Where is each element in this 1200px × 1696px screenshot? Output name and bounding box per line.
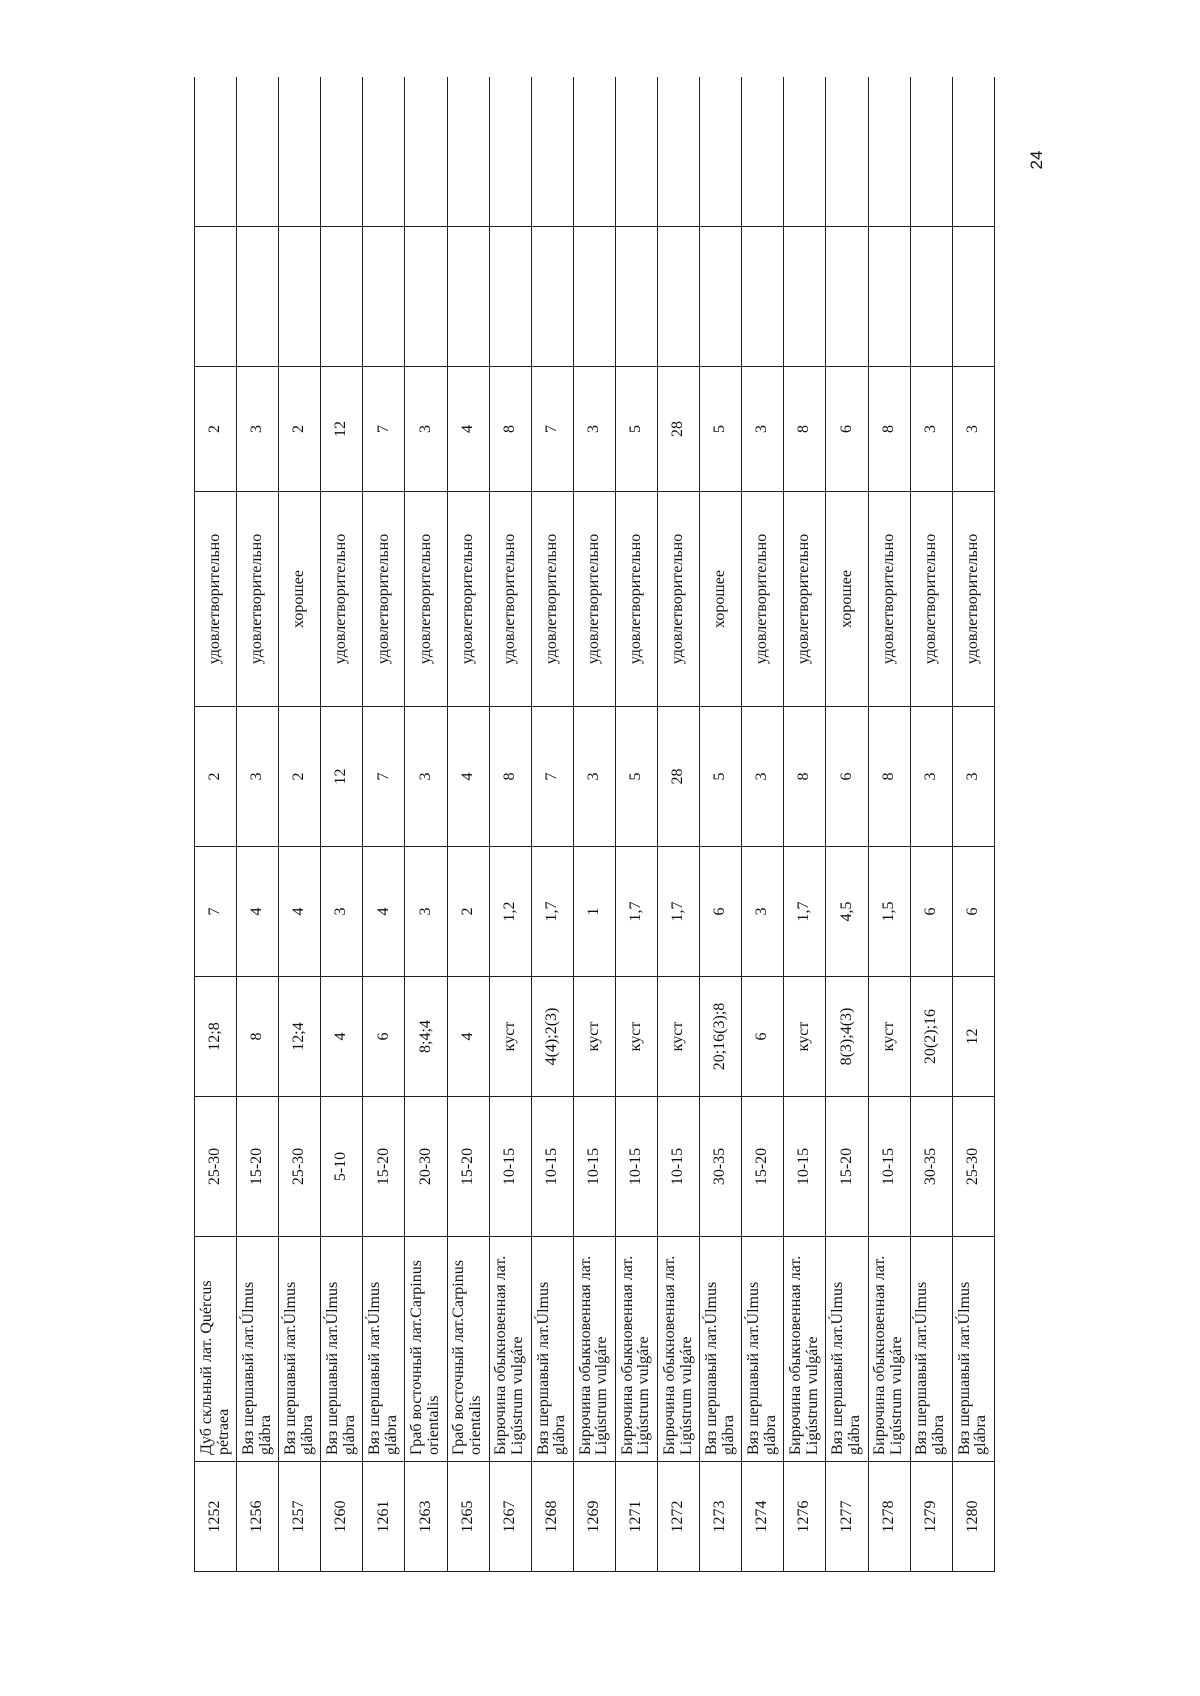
cell-count-total: 3 bbox=[237, 367, 279, 492]
cell-extra-2 bbox=[405, 77, 447, 227]
cell-extra-1 bbox=[742, 227, 784, 367]
cell-count-total: 6 bbox=[826, 367, 868, 492]
cell-extra-1 bbox=[279, 227, 321, 367]
cell-age: 15-20 bbox=[742, 1097, 784, 1237]
cell-number: 1269 bbox=[573, 1462, 615, 1572]
table-row bbox=[826, 77, 868, 1572]
cell-extra-2 bbox=[447, 77, 489, 227]
cell-age: 25-30 bbox=[195, 1097, 237, 1237]
cell-species: Бирючина обыкновенная лат. Ligústrum vulgáre bbox=[573, 1237, 615, 1462]
cell-count: 8 bbox=[868, 707, 910, 847]
cell-extra-2 bbox=[363, 77, 405, 227]
cell-height: 4 bbox=[279, 847, 321, 977]
cell-extra-1 bbox=[195, 227, 237, 367]
cell-species: Бирючина обыкновенная лат. Ligústrum vulgáre bbox=[868, 1237, 910, 1462]
cell-number: 1256 bbox=[237, 1462, 279, 1572]
cell-height: 1,7 bbox=[784, 847, 826, 977]
cell-count: 5 bbox=[615, 707, 657, 847]
cell-condition: удовлетворительно bbox=[195, 492, 237, 707]
cell-extra-1 bbox=[447, 227, 489, 367]
table-row bbox=[868, 77, 910, 1572]
cell-species: Вяз шершавый лат.Úlmus glábra bbox=[952, 1237, 994, 1462]
cell-number: 1272 bbox=[658, 1462, 700, 1572]
cell-species: Вяз шершавый лат.Úlmus glábra bbox=[279, 1237, 321, 1462]
cell-height: 3 bbox=[321, 847, 363, 977]
cell-number: 1263 bbox=[405, 1462, 447, 1572]
table-row bbox=[573, 77, 615, 1572]
table-row bbox=[742, 77, 784, 1572]
cell-species: Граб восточный лат.Carpinus orientalis bbox=[447, 1237, 489, 1462]
cell-count: 6 bbox=[826, 707, 868, 847]
cell-count-total: 8 bbox=[868, 367, 910, 492]
cell-condition: удовлетворительно bbox=[573, 492, 615, 707]
cell-extra-1 bbox=[700, 227, 742, 367]
cell-height: 7 bbox=[195, 847, 237, 977]
cell-number: 1274 bbox=[742, 1462, 784, 1572]
cell-extra-2 bbox=[237, 77, 279, 227]
cell-diameter: 8 bbox=[237, 977, 279, 1097]
cell-diameter: 20(2);16 bbox=[910, 977, 952, 1097]
cell-extra-2 bbox=[910, 77, 952, 227]
cell-count: 3 bbox=[910, 707, 952, 847]
cell-height: 4,5 bbox=[826, 847, 868, 977]
cell-condition: удовлетворительно bbox=[742, 492, 784, 707]
cell-diameter: куст bbox=[615, 977, 657, 1097]
cell-species: Бирючина обыкновенная лат. Ligústrum vulgáre bbox=[658, 1237, 700, 1462]
cell-number: 1271 bbox=[615, 1462, 657, 1572]
cell-extra-2 bbox=[531, 77, 573, 227]
cell-extra-1 bbox=[237, 227, 279, 367]
cell-condition: хорошее bbox=[700, 492, 742, 707]
cell-diameter: 4 bbox=[447, 977, 489, 1097]
cell-age: 30-35 bbox=[700, 1097, 742, 1237]
cell-diameter: куст bbox=[784, 977, 826, 1097]
cell-height: 3 bbox=[742, 847, 784, 977]
cell-extra-2 bbox=[279, 77, 321, 227]
cell-height: 6 bbox=[700, 847, 742, 977]
cell-age: 15-20 bbox=[826, 1097, 868, 1237]
cell-diameter: 12;8 bbox=[195, 977, 237, 1097]
cell-extra-2 bbox=[573, 77, 615, 227]
cell-diameter: куст bbox=[658, 977, 700, 1097]
cell-count-total: 5 bbox=[700, 367, 742, 492]
table-row bbox=[910, 77, 952, 1572]
cell-extra-2 bbox=[826, 77, 868, 227]
cell-count-total: 8 bbox=[489, 367, 531, 492]
cell-number: 1273 bbox=[700, 1462, 742, 1572]
cell-age: 25-30 bbox=[279, 1097, 321, 1237]
cell-species: Вяз шершавый лат.Úlmus glábra bbox=[363, 1237, 405, 1462]
cell-condition: удовлетворительно bbox=[321, 492, 363, 707]
cell-number: 1261 bbox=[363, 1462, 405, 1572]
cell-diameter: 4(4);2(3) bbox=[531, 977, 573, 1097]
cell-diameter: куст bbox=[489, 977, 531, 1097]
cell-extra-1 bbox=[489, 227, 531, 367]
cell-species: Бирючина обыкновенная лат. Ligústrum vulgáre bbox=[489, 1237, 531, 1462]
cell-condition: удовлетворительно bbox=[615, 492, 657, 707]
cell-count: 4 bbox=[447, 707, 489, 847]
cell-count: 3 bbox=[742, 707, 784, 847]
cell-age: 25-30 bbox=[952, 1097, 994, 1237]
table-row bbox=[447, 77, 489, 1572]
cell-count-total: 12 bbox=[321, 367, 363, 492]
cell-extra-2 bbox=[489, 77, 531, 227]
cell-height: 2 bbox=[447, 847, 489, 977]
cell-count-total: 7 bbox=[531, 367, 573, 492]
cell-count-total: 3 bbox=[573, 367, 615, 492]
cell-species: Вяз шершавый лат.Úlmus glábra bbox=[910, 1237, 952, 1462]
cell-number: 1280 bbox=[952, 1462, 994, 1572]
cell-count: 5 bbox=[700, 707, 742, 847]
rotated-sheet bbox=[194, 77, 995, 1572]
cell-number: 1252 bbox=[195, 1462, 237, 1572]
table-row bbox=[531, 77, 573, 1572]
cell-count: 8 bbox=[784, 707, 826, 847]
cell-extra-2 bbox=[784, 77, 826, 227]
cell-diameter: 20;16(3);8 bbox=[700, 977, 742, 1097]
cell-condition: хорошее bbox=[279, 492, 321, 707]
table-row bbox=[195, 77, 237, 1572]
cell-condition: удовлетворительно bbox=[363, 492, 405, 707]
cell-extra-2 bbox=[195, 77, 237, 227]
tree-inventory-table-wrapper bbox=[194, 77, 995, 1572]
cell-number: 1265 bbox=[447, 1462, 489, 1572]
cell-age: 10-15 bbox=[489, 1097, 531, 1237]
cell-condition: удовлетворительно bbox=[658, 492, 700, 707]
cell-diameter: 4 bbox=[321, 977, 363, 1097]
cell-condition: удовлетворительно bbox=[531, 492, 573, 707]
cell-height: 3 bbox=[405, 847, 447, 977]
cell-count-total: 3 bbox=[952, 367, 994, 492]
cell-height: 1,7 bbox=[615, 847, 657, 977]
cell-age: 20-30 bbox=[405, 1097, 447, 1237]
cell-condition: удовлетворительно bbox=[489, 492, 531, 707]
cell-age: 10-15 bbox=[615, 1097, 657, 1237]
tree-inventory-table bbox=[194, 77, 995, 1572]
cell-height: 6 bbox=[910, 847, 952, 977]
cell-count-total: 3 bbox=[405, 367, 447, 492]
cell-extra-1 bbox=[826, 227, 868, 367]
table-row bbox=[658, 77, 700, 1572]
cell-extra-2 bbox=[615, 77, 657, 227]
cell-species: Дуб скльный лат. Quércus pétraea bbox=[195, 1237, 237, 1462]
cell-extra-1 bbox=[952, 227, 994, 367]
cell-species: Вяз шершавый лат.Úlmus glábra bbox=[237, 1237, 279, 1462]
cell-extra-1 bbox=[615, 227, 657, 367]
cell-extra-2 bbox=[952, 77, 994, 227]
cell-species: Бирючина обыкновенная лат. Ligústrum vulgáre bbox=[784, 1237, 826, 1462]
cell-count: 7 bbox=[363, 707, 405, 847]
cell-count: 3 bbox=[237, 707, 279, 847]
cell-extra-1 bbox=[784, 227, 826, 367]
cell-number: 1267 bbox=[489, 1462, 531, 1572]
cell-condition: удовлетворительно bbox=[447, 492, 489, 707]
cell-count: 3 bbox=[573, 707, 615, 847]
table-row bbox=[700, 77, 742, 1572]
cell-extra-1 bbox=[531, 227, 573, 367]
cell-count: 2 bbox=[195, 707, 237, 847]
cell-age: 5-10 bbox=[321, 1097, 363, 1237]
cell-species: Вяз шершавый лат.Úlmus glábra bbox=[321, 1237, 363, 1462]
cell-count-total: 28 bbox=[658, 367, 700, 492]
cell-height: 1,7 bbox=[658, 847, 700, 977]
cell-species: Бирючина обыкновенная лат. Ligústrum vulgáre bbox=[615, 1237, 657, 1462]
cell-age: 15-20 bbox=[447, 1097, 489, 1237]
cell-count: 28 bbox=[658, 707, 700, 847]
cell-diameter: 12;4 bbox=[279, 977, 321, 1097]
table-row bbox=[615, 77, 657, 1572]
cell-age: 10-15 bbox=[658, 1097, 700, 1237]
cell-condition: удовлетворительно bbox=[910, 492, 952, 707]
cell-height: 6 bbox=[952, 847, 994, 977]
cell-extra-1 bbox=[405, 227, 447, 367]
cell-age: 30-35 bbox=[910, 1097, 952, 1237]
table-row bbox=[784, 77, 826, 1572]
cell-age: 10-15 bbox=[784, 1097, 826, 1237]
cell-number: 1278 bbox=[868, 1462, 910, 1572]
cell-age: 10-15 bbox=[531, 1097, 573, 1237]
cell-age: 15-20 bbox=[363, 1097, 405, 1237]
table-row bbox=[279, 77, 321, 1572]
cell-age: 15-20 bbox=[237, 1097, 279, 1237]
cell-count-total: 2 bbox=[279, 367, 321, 492]
cell-condition: хорошее bbox=[826, 492, 868, 707]
cell-condition: удовлетворительно bbox=[405, 492, 447, 707]
cell-number: 1277 bbox=[826, 1462, 868, 1572]
cell-count: 3 bbox=[952, 707, 994, 847]
table-row bbox=[952, 77, 994, 1572]
cell-count-total: 7 bbox=[363, 367, 405, 492]
cell-extra-2 bbox=[742, 77, 784, 227]
cell-diameter: куст bbox=[868, 977, 910, 1097]
cell-age: 10-15 bbox=[868, 1097, 910, 1237]
cell-count-total: 5 bbox=[615, 367, 657, 492]
cell-count: 3 bbox=[405, 707, 447, 847]
table-row bbox=[237, 77, 279, 1572]
page-number: 24 bbox=[1027, 150, 1046, 170]
cell-condition: удовлетворительно bbox=[237, 492, 279, 707]
cell-height: 1,7 bbox=[531, 847, 573, 977]
cell-count: 2 bbox=[279, 707, 321, 847]
cell-height: 1 bbox=[573, 847, 615, 977]
cell-count-total: 3 bbox=[742, 367, 784, 492]
cell-height: 1,5 bbox=[868, 847, 910, 977]
cell-count: 8 bbox=[489, 707, 531, 847]
cell-height: 4 bbox=[363, 847, 405, 977]
cell-extra-1 bbox=[363, 227, 405, 367]
cell-condition: удовлетворительно bbox=[868, 492, 910, 707]
cell-species: Вяз шершавый лат.Úlmus glábra bbox=[531, 1237, 573, 1462]
cell-species: Граб восточный лат.Carpinus orientalis bbox=[405, 1237, 447, 1462]
cell-condition: удовлетворительно bbox=[784, 492, 826, 707]
cell-number: 1276 bbox=[784, 1462, 826, 1572]
table-row bbox=[321, 77, 363, 1572]
cell-height: 1,2 bbox=[489, 847, 531, 977]
cell-extra-2 bbox=[658, 77, 700, 227]
table-row bbox=[489, 77, 531, 1572]
cell-diameter: 8(3);4(3) bbox=[826, 977, 868, 1097]
cell-species: Вяз шершавый лат.Úlmus glábra bbox=[826, 1237, 868, 1462]
cell-extra-2 bbox=[700, 77, 742, 227]
cell-extra-1 bbox=[573, 227, 615, 367]
table-body bbox=[195, 77, 995, 1572]
table-row bbox=[363, 77, 405, 1572]
cell-count-total: 8 bbox=[784, 367, 826, 492]
cell-number: 1257 bbox=[279, 1462, 321, 1572]
cell-diameter: 12 bbox=[952, 977, 994, 1097]
cell-extra-1 bbox=[658, 227, 700, 367]
cell-species: Вяз шершавый лат.Úlmus glábra bbox=[742, 1237, 784, 1462]
cell-species: Вяз шершавый лат.Úlmus glábra bbox=[700, 1237, 742, 1462]
cell-number: 1279 bbox=[910, 1462, 952, 1572]
cell-count-total: 4 bbox=[447, 367, 489, 492]
cell-condition: удовлетворительно bbox=[952, 492, 994, 707]
cell-number: 1268 bbox=[531, 1462, 573, 1572]
cell-diameter: 6 bbox=[363, 977, 405, 1097]
cell-extra-1 bbox=[321, 227, 363, 367]
cell-count-total: 3 bbox=[910, 367, 952, 492]
cell-extra-1 bbox=[910, 227, 952, 367]
cell-diameter: 8;4;4 bbox=[405, 977, 447, 1097]
cell-count: 12 bbox=[321, 707, 363, 847]
cell-count-total: 2 bbox=[195, 367, 237, 492]
cell-extra-1 bbox=[868, 227, 910, 367]
cell-count: 7 bbox=[531, 707, 573, 847]
cell-height: 4 bbox=[237, 847, 279, 977]
cell-age: 10-15 bbox=[573, 1097, 615, 1237]
cell-extra-2 bbox=[868, 77, 910, 227]
cell-number: 1260 bbox=[321, 1462, 363, 1572]
cell-diameter: куст bbox=[573, 977, 615, 1097]
cell-diameter: 6 bbox=[742, 977, 784, 1097]
table-row bbox=[405, 77, 447, 1572]
cell-extra-2 bbox=[321, 77, 363, 227]
